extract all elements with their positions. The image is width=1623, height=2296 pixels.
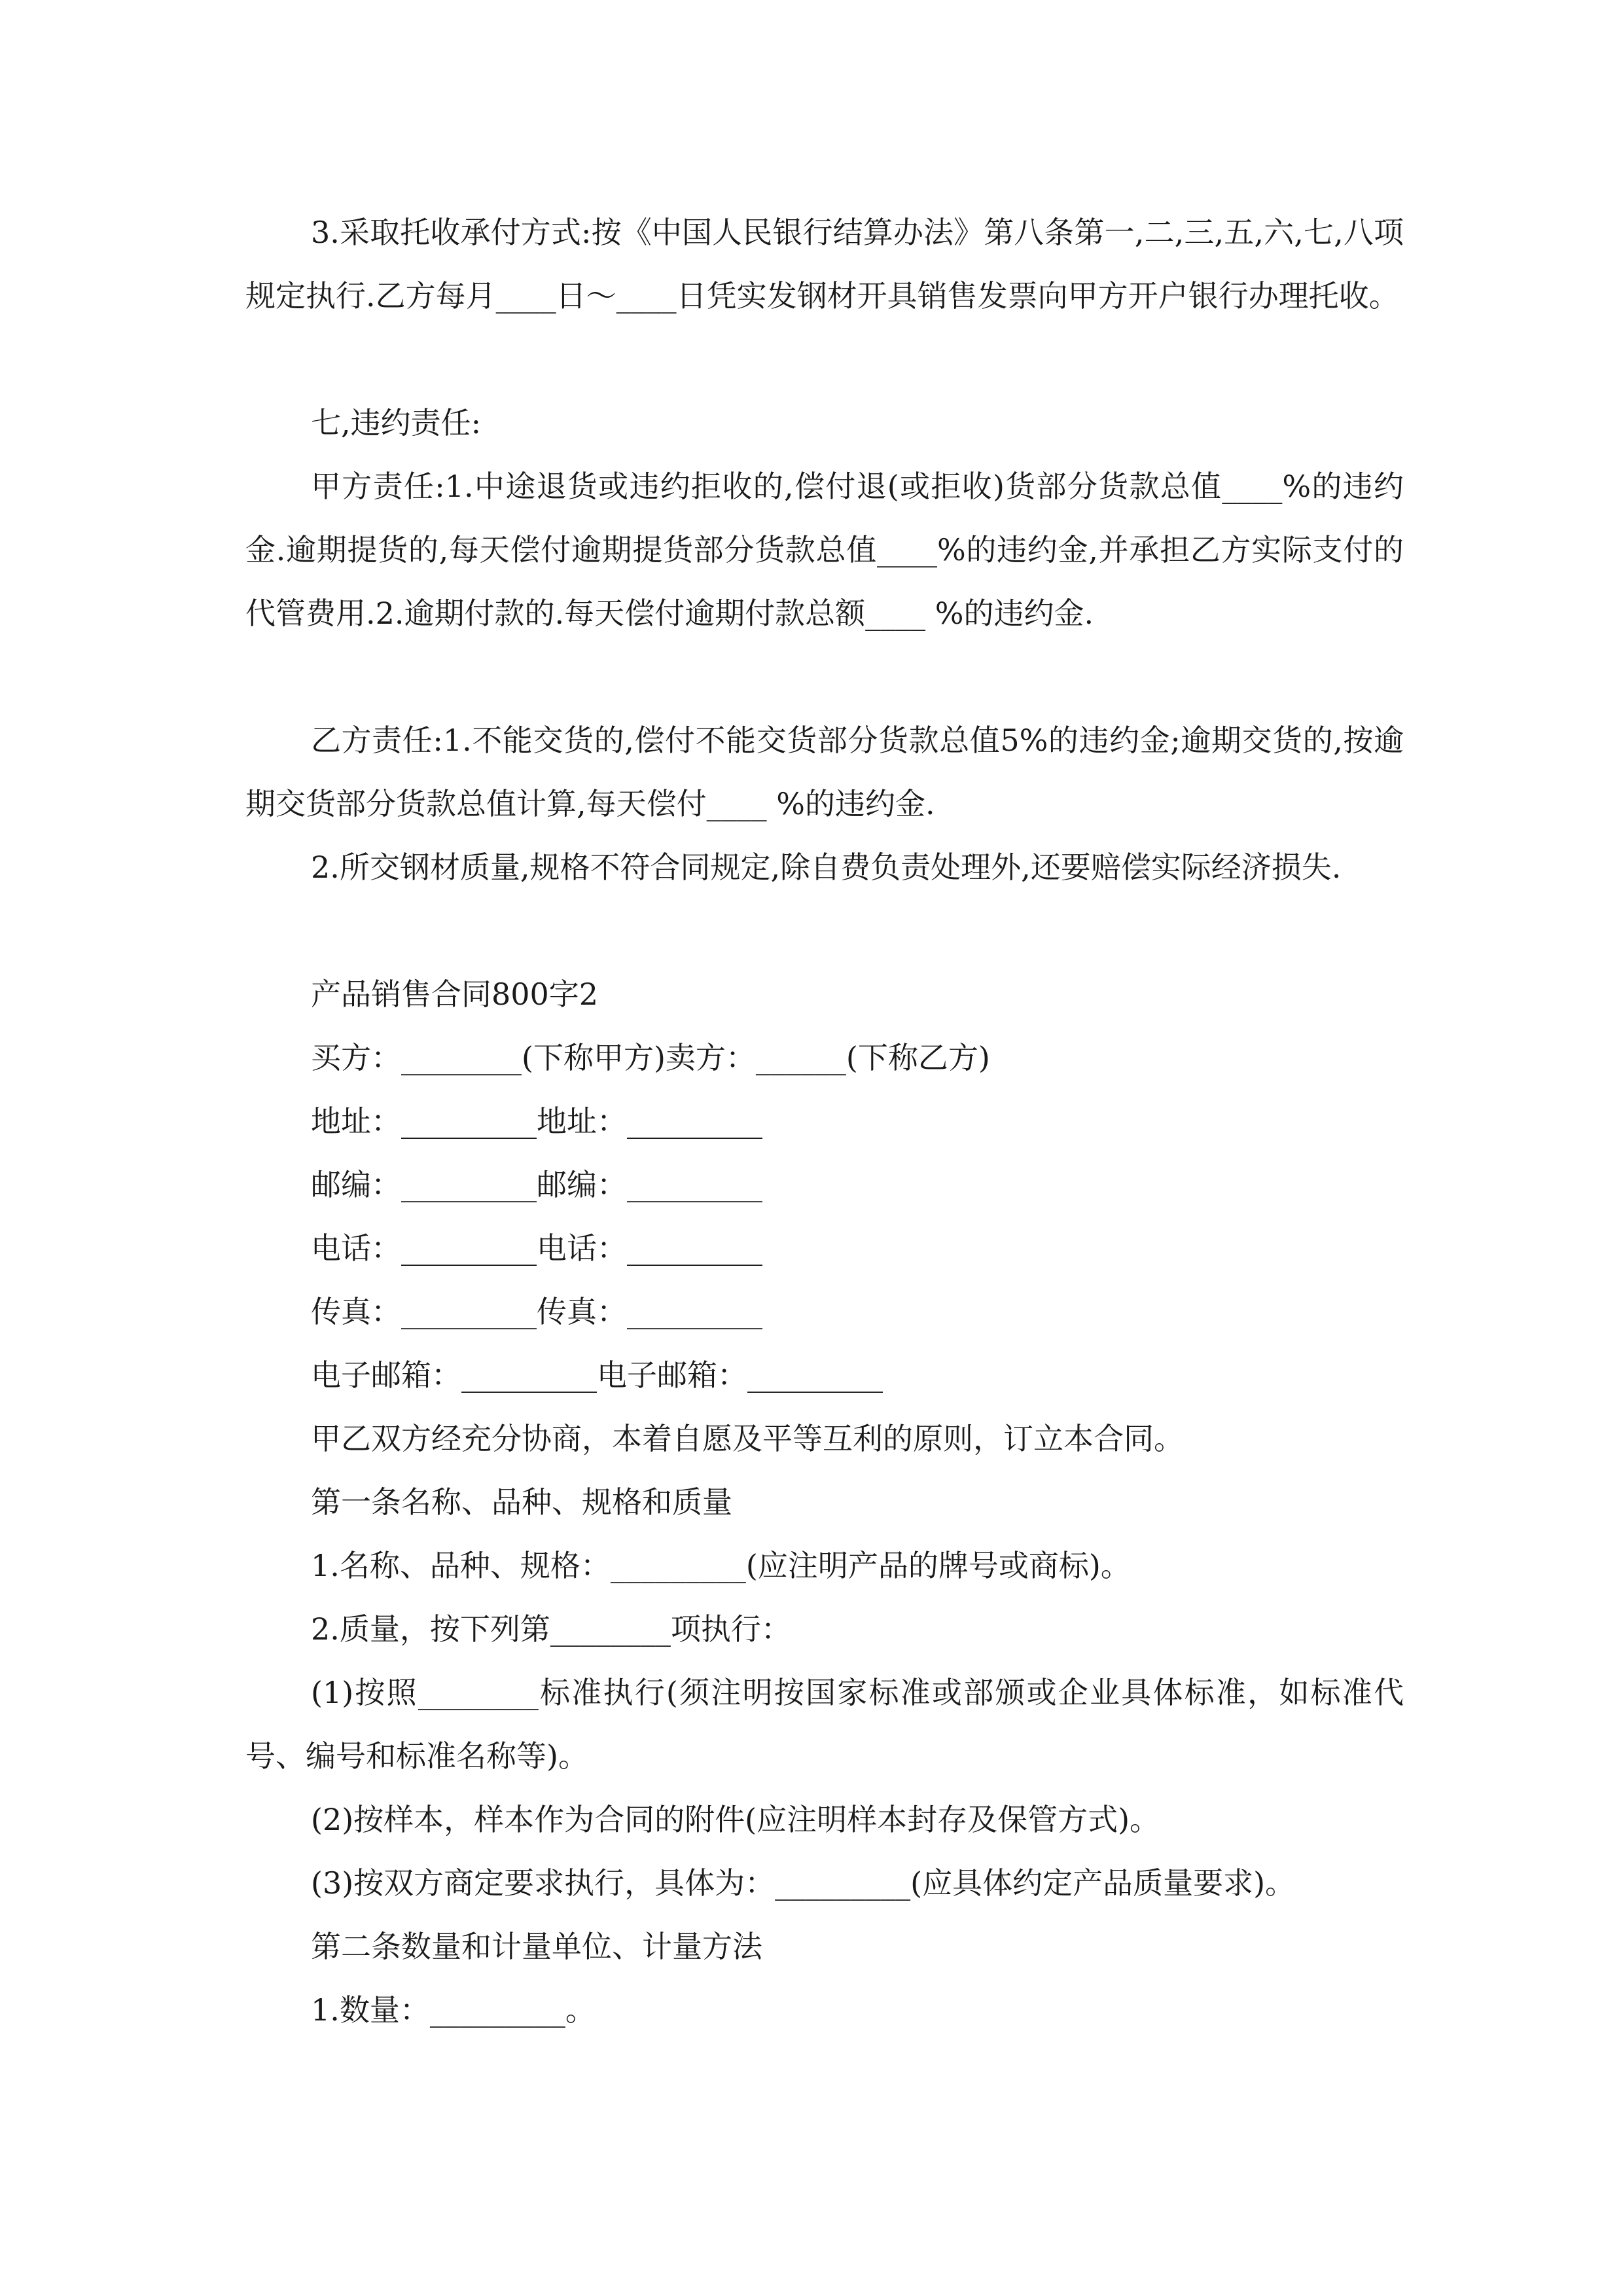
phone-line: 电话：_________电话：_________ — [311, 1230, 762, 1266]
address-line: 地址：_________地址：_________ — [311, 1103, 762, 1139]
fax-line: 传真：_________传真：_________ — [311, 1294, 762, 1329]
article-two-quantity: 1.数量：_________。 — [311, 1992, 596, 2028]
paragraph-quality-loss: 2.所交钢材质量,规格不符合同规定,除自费负责处理外,还要赔偿实际经济损失. — [311, 850, 1342, 885]
email-line: 电子邮箱：_________电子邮箱：_________ — [311, 1357, 883, 1393]
article-two-heading: 第二条数量和计量单位、计量方法 — [311, 1929, 762, 1964]
quality-agreed-line: (3)按双方商定要求执行，具体为：_________(应具体约定产品质量要求)。 — [311, 1865, 1296, 1901]
paragraph-party-a-liability: 甲方责任:1.中途退货或违约拒收的,偿付退(或拒收)货部分货款总值____%的违约金.逾期提货的,每天偿付逾期提货部分货款总值____%的违约金,并承担乙方实际支付的代管费用.2.逾期付款的.每天偿付逾期付款总额____ %的违约金. — [245, 469, 1404, 631]
quality-standard-paragraph: (1)按照________标准执行(须注明按国家标准或部颁或企业具体标准，如标准代号、编号和标准名称等)。 — [245, 1675, 1404, 1774]
contract-title: 产品销售合同800字2 — [311, 977, 599, 1012]
section-heading-breach: 七,违约责任: — [311, 405, 482, 440]
quality-sample-line: (2)按样本，样本作为合同的附件(应注明样本封存及保管方式)。 — [311, 1802, 1160, 1837]
paragraph-payment-method: 3.采取托收承付方式:按《中国人民银行结算办法》第八条第一,二,三,五,六,七,八项规定执行.乙方每月____日～____日凭实发钢材开具销售发票向甲方开户银行办理托收。 — [245, 215, 1404, 314]
article-one-heading: 第一条名称、品种、规格和质量 — [311, 1484, 732, 1520]
paragraph-party-b-liability: 乙方责任:1.不能交货的,偿付不能交货部分货款总值5%的违约金;逾期交货的,按逾期交货部分货款总值计算,每天偿付____ %的违约金. — [245, 723, 1404, 821]
postcode-line: 邮编：_________邮编：_________ — [311, 1167, 762, 1202]
article-one-item-quality: 2.质量，按下列第________项执行： — [311, 1611, 791, 1647]
buyer-seller-line: 买方：________(下称甲方)卖方：______(下称乙方) — [311, 1040, 990, 1075]
agreement-preamble: 甲乙双方经充分协商，本着自愿及平等互利的原则，订立本合同。 — [311, 1421, 1184, 1456]
article-one-item-name: 1.名称、品种、规格：_________(应注明产品的牌号或商标)。 — [311, 1548, 1131, 1583]
